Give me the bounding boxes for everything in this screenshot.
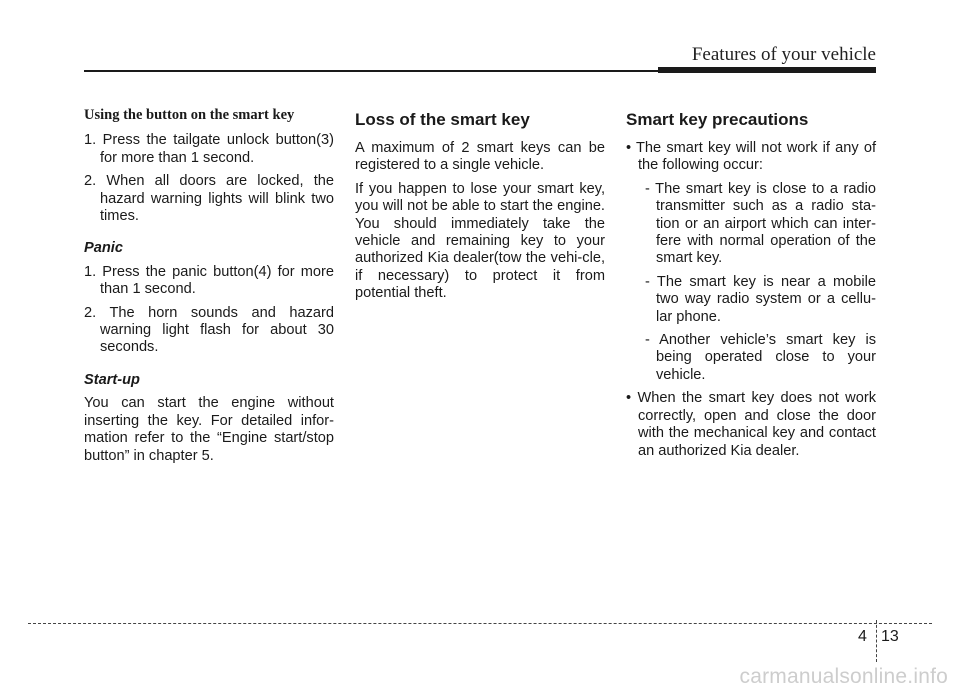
footer-rule <box>28 623 932 624</box>
chapter-number: 4 <box>858 628 867 645</box>
startup-heading: Start-up <box>84 371 140 388</box>
header-rule-accent <box>658 67 876 73</box>
dash-item: - Another vehicle’s smart key is being operated close to your vehicle. <box>645 332 876 383</box>
panic-heading: Panic <box>84 240 123 257</box>
column-left <box>84 107 334 471</box>
header-title: Features of your vehicle <box>691 44 876 65</box>
loss-of-smart-key-title: Loss of the smart key <box>355 110 530 129</box>
page-number: 13 <box>881 628 899 645</box>
footer-divider <box>876 620 877 662</box>
paragraph: A maximum of 2 smart keys can be registered to a single vehicle. <box>355 140 605 174</box>
watermark: carmanualsonline.info <box>739 665 948 688</box>
column-middle <box>355 107 605 309</box>
list-item: 2. When all doors are locked, the hazard warning lights will blink two times. <box>84 173 334 225</box>
paragraph: If you happen to lose your smart key, you will not be able to start the engine. You should immediately take the vehicle and remaining key to your authorized Kia dealer(tow the vehi-cle, if necessary) to protect it from potential theft. <box>355 180 605 302</box>
list-item: 2. The horn sounds and hazard warning light flash for about 30 seconds. <box>84 304 334 356</box>
dash-item: - The smart key is near a mobile two way radio system or a cellu-lar phone. <box>645 273 876 325</box>
dash-item: - The smart key is close to a radio transmitter such as a radio sta-tion or an airport which can inter-fere with normal operation of the smart key. <box>645 180 876 267</box>
column-right <box>626 107 876 466</box>
smart-key-button-heading: Using the button on the smart key <box>84 107 295 123</box>
bullet-item: • The smart key will not work if any of the following occur: <box>626 140 876 174</box>
smart-key-precautions-title: Smart key precautions <box>626 110 809 129</box>
bullet-item: • When the smart key does not work correctly, open and close the door with the mechanical key and contact an authorized Kia dealer. <box>626 390 876 459</box>
list-item: 1. Press the tailgate unlock button(3) for more than 1 second. <box>84 132 334 166</box>
startup-text: You can start the engine without inserting the key. For detailed infor-mation refer to the “Engine start/stop button” in chapter 5. <box>84 395 334 464</box>
list-item: 1. Press the panic button(4) for more than 1 second. <box>84 263 334 298</box>
